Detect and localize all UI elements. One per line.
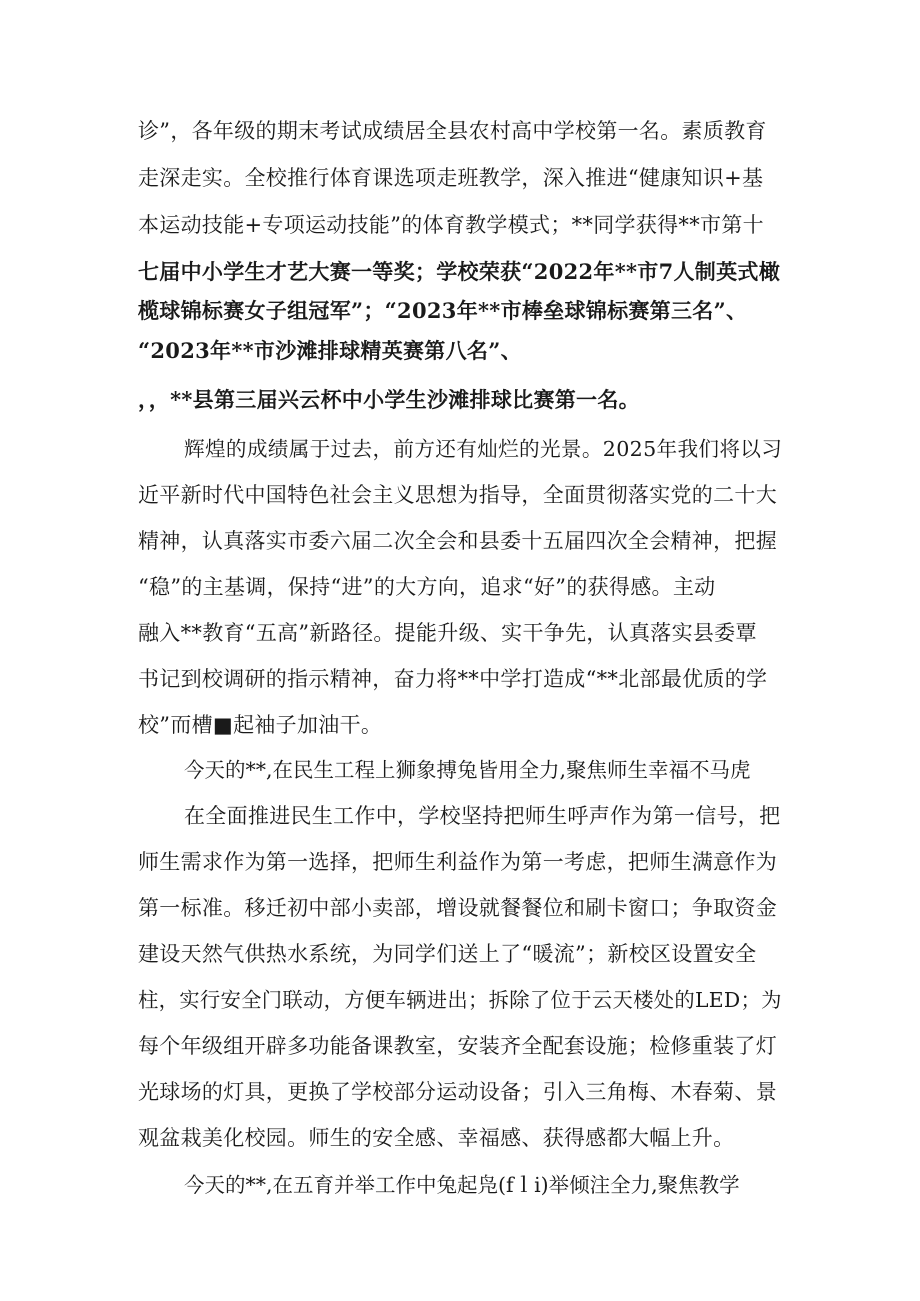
- text-line: 师生需求作为第一选择，把师生利益作为第一考虑，把师生满意作为: [138, 850, 777, 874]
- text-line: 本运动技能+专项运动技能”的体育教学模式；**同学获得**市第十: [138, 213, 764, 237]
- text-line: 建设天然气供热水系统，为同学们送上了“暖流”；新校区设置安全: [138, 942, 757, 966]
- text-line: 近平新时代中国特色社会主义思想为指导，全面贯彻落实党的二十大: [138, 483, 777, 507]
- text-line: ，，**县第三届兴云杯中小学生沙滩排球比赛第一名。: [138, 387, 640, 412]
- section-heading: 今天的**,在五育并举工作中兔起凫(fｌi)举倾注全力,聚焦教学: [184, 1173, 740, 1197]
- text-line: 走深走实。全校推行体育课选项走班教学，深入推进“健康知识+基: [138, 166, 764, 190]
- text-line: “2023年**市沙滩排球精英赛第八名”、: [138, 338, 522, 363]
- text-line: 柱，实行安全门联动，方便车辆进出；拆除了位于云天楼处的LED；为: [138, 988, 782, 1012]
- text-line: 每个年级组开辟多功能备课教室，安装齐全配套设施；检修重装了灯: [138, 1034, 777, 1058]
- text-line: 精神，认真落实市委六届二次全会和县委十五届四次全会精神，把握: [138, 529, 777, 553]
- text-line: 在全面推进民生工作中，学校坚持把师生呼声作为第一信号，把: [184, 804, 781, 828]
- text-line: 观盆栽美化校园。师生的安全感、幸福感、获得感都大幅上升。: [138, 1126, 735, 1150]
- text-line: 第一标准。移迁初中部小卖部，增设就餐餐位和刷卡窗口；争取资金: [138, 896, 777, 920]
- text-line: 七届中小学生才艺大赛一等奖；学校荣获“2022年**市7人制英式橄: [138, 259, 780, 284]
- text-line: 诊”，各年级的期末考试成绩居全县农村高中学校第一名。素质教育: [138, 119, 767, 143]
- text-line: 光球场的灯具，更换了学校部分运动设备；引入三角梅、木春菊、景: [138, 1080, 777, 1104]
- text-line: 辉煌的成绩属于过去，前方还有灿烂的光景。2025年我们将以习: [184, 437, 783, 461]
- text-line: 榄球锦标赛女子组冠军”；“2023年**市棒垒球锦标赛第三名”、: [138, 298, 748, 323]
- text-line: 校”而槽■起袖子加油干。: [138, 713, 383, 737]
- section-heading: 今天的**,在民生工程上狮象搏兔皆用全力,聚焦师生幸福不马虎: [184, 758, 751, 782]
- text-line: 融入**教育“五高”新路径。提能升级、实干争先，认真落实县委覃: [138, 621, 757, 645]
- text-line: “稳”的主基调，保持“进”的大方向，追求“好”的获得感。主动: [138, 575, 716, 599]
- text-line: 书记到校调研的指示精神，奋力将**中学打造成“**北部最优质的学: [138, 667, 768, 691]
